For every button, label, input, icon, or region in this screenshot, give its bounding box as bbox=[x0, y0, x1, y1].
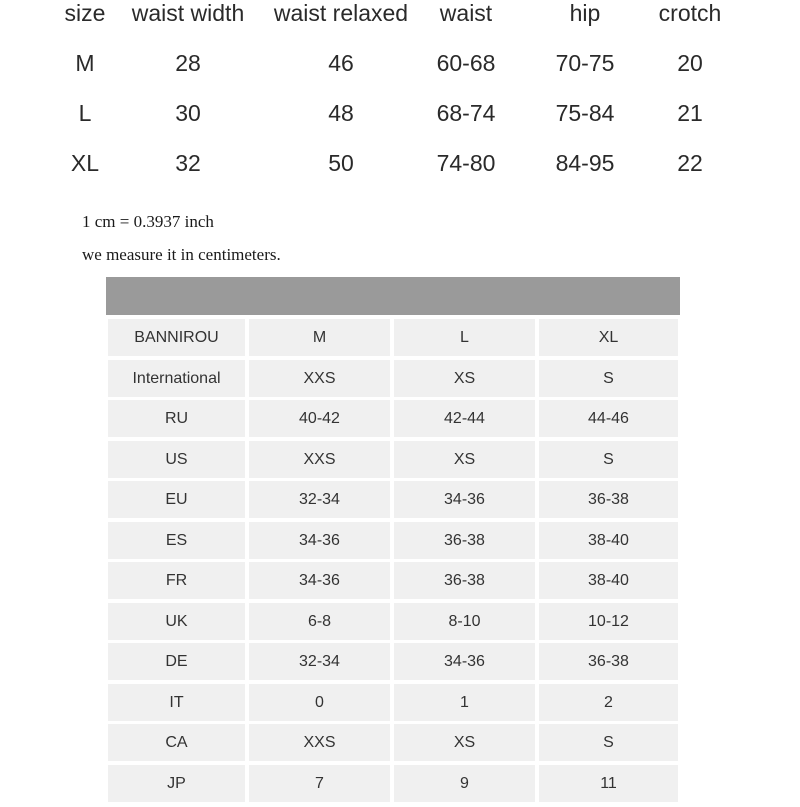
hip-cell: 70-75 bbox=[555, 50, 615, 76]
l-cell: 8-10 bbox=[394, 603, 535, 640]
hip-cell: 84-95 bbox=[555, 150, 615, 176]
xl-cell: 11 bbox=[539, 765, 678, 802]
crotch-cell: 20 bbox=[677, 50, 703, 76]
label-cell: JP bbox=[108, 765, 245, 802]
unit-note: we measure it in centimeters. bbox=[82, 245, 281, 264]
measurement-row bbox=[0, 93, 800, 133]
l-cell: 34-36 bbox=[394, 643, 535, 680]
waist-cell: 60-68 bbox=[436, 50, 496, 76]
size-cell: M bbox=[75, 50, 95, 76]
xl-cell: 36-38 bbox=[539, 481, 678, 518]
l-cell: 36-38 bbox=[394, 562, 535, 599]
xl-cell: 2 bbox=[539, 684, 678, 721]
table-row bbox=[106, 479, 680, 519]
label-cell: International bbox=[108, 360, 245, 397]
table-row bbox=[106, 317, 680, 357]
header-size: size bbox=[64, 0, 106, 26]
xl-cell: XL bbox=[539, 319, 678, 356]
m-cell: XXS bbox=[249, 724, 390, 761]
table-row bbox=[106, 439, 680, 479]
label-cell: IT bbox=[108, 684, 245, 721]
waist-cell: 74-80 bbox=[436, 150, 496, 176]
label-cell: BANNIROU bbox=[108, 319, 245, 356]
label-cell: FR bbox=[108, 562, 245, 599]
m-cell: XXS bbox=[249, 360, 390, 397]
m-cell: 32-34 bbox=[249, 643, 390, 680]
header-waist: waist bbox=[439, 0, 493, 26]
size-cell: XL bbox=[70, 150, 100, 176]
l-cell: XS bbox=[394, 360, 535, 397]
crotch-cell: 22 bbox=[677, 150, 703, 176]
l-cell: 36-38 bbox=[394, 522, 535, 559]
label-cell: CA bbox=[108, 724, 245, 761]
xl-cell: 10-12 bbox=[539, 603, 678, 640]
label-cell: UK bbox=[108, 603, 245, 640]
table-header-bar bbox=[106, 277, 680, 315]
m-cell: 34-36 bbox=[249, 522, 390, 559]
measurement-header-row bbox=[0, 0, 800, 33]
xl-cell: S bbox=[539, 724, 678, 761]
l-cell: 1 bbox=[394, 684, 535, 721]
l-cell: XS bbox=[394, 724, 535, 761]
xl-cell: 38-40 bbox=[539, 522, 678, 559]
waist-width-cell: 32 bbox=[175, 150, 201, 176]
waist-width-cell: 30 bbox=[175, 100, 201, 126]
l-cell: 34-36 bbox=[394, 481, 535, 518]
l-cell: XS bbox=[394, 441, 535, 478]
table-row bbox=[106, 601, 680, 641]
m-cell: M bbox=[249, 319, 390, 356]
waist-relaxed-cell: 48 bbox=[328, 100, 354, 126]
xl-cell: S bbox=[539, 360, 678, 397]
size-cell: L bbox=[78, 100, 92, 126]
header-crotch: crotch bbox=[658, 0, 722, 26]
hip-cell: 75-84 bbox=[555, 100, 615, 126]
header-waist-relaxed: waist relaxed bbox=[273, 0, 409, 26]
m-cell: 0 bbox=[249, 684, 390, 721]
xl-cell: 38-40 bbox=[539, 562, 678, 599]
header-hip: hip bbox=[569, 0, 601, 26]
waist-cell: 68-74 bbox=[436, 100, 496, 126]
measurement-row bbox=[0, 43, 800, 83]
table-row bbox=[106, 358, 680, 398]
measurement-row bbox=[0, 143, 800, 183]
waist-relaxed-cell: 50 bbox=[328, 150, 354, 176]
waist-width-cell: 28 bbox=[175, 50, 201, 76]
m-cell: 32-34 bbox=[249, 481, 390, 518]
m-cell: 6-8 bbox=[249, 603, 390, 640]
xl-cell: 44-46 bbox=[539, 400, 678, 437]
table-row bbox=[106, 520, 680, 560]
table-row bbox=[106, 763, 680, 803]
l-cell: 42-44 bbox=[394, 400, 535, 437]
waist-relaxed-cell: 46 bbox=[328, 50, 354, 76]
crotch-cell: 21 bbox=[677, 100, 703, 126]
label-cell: RU bbox=[108, 400, 245, 437]
xl-cell: S bbox=[539, 441, 678, 478]
m-cell: 34-36 bbox=[249, 562, 390, 599]
label-cell: EU bbox=[108, 481, 245, 518]
inch-conversion-note: 1 cm = 0.3937 inch bbox=[82, 212, 214, 231]
table-row bbox=[106, 722, 680, 762]
table-row bbox=[106, 398, 680, 438]
label-cell: ES bbox=[108, 522, 245, 559]
xl-cell: 36-38 bbox=[539, 643, 678, 680]
m-cell: 7 bbox=[249, 765, 390, 802]
table-row bbox=[106, 641, 680, 681]
m-cell: XXS bbox=[249, 441, 390, 478]
label-cell: DE bbox=[108, 643, 245, 680]
l-cell: 9 bbox=[394, 765, 535, 802]
m-cell: 40-42 bbox=[249, 400, 390, 437]
size-conversion-table bbox=[106, 277, 680, 807]
l-cell: L bbox=[394, 319, 535, 356]
header-waist-width: waist width bbox=[131, 0, 245, 26]
table-row bbox=[106, 560, 680, 600]
table-row bbox=[106, 682, 680, 722]
label-cell: US bbox=[108, 441, 245, 478]
